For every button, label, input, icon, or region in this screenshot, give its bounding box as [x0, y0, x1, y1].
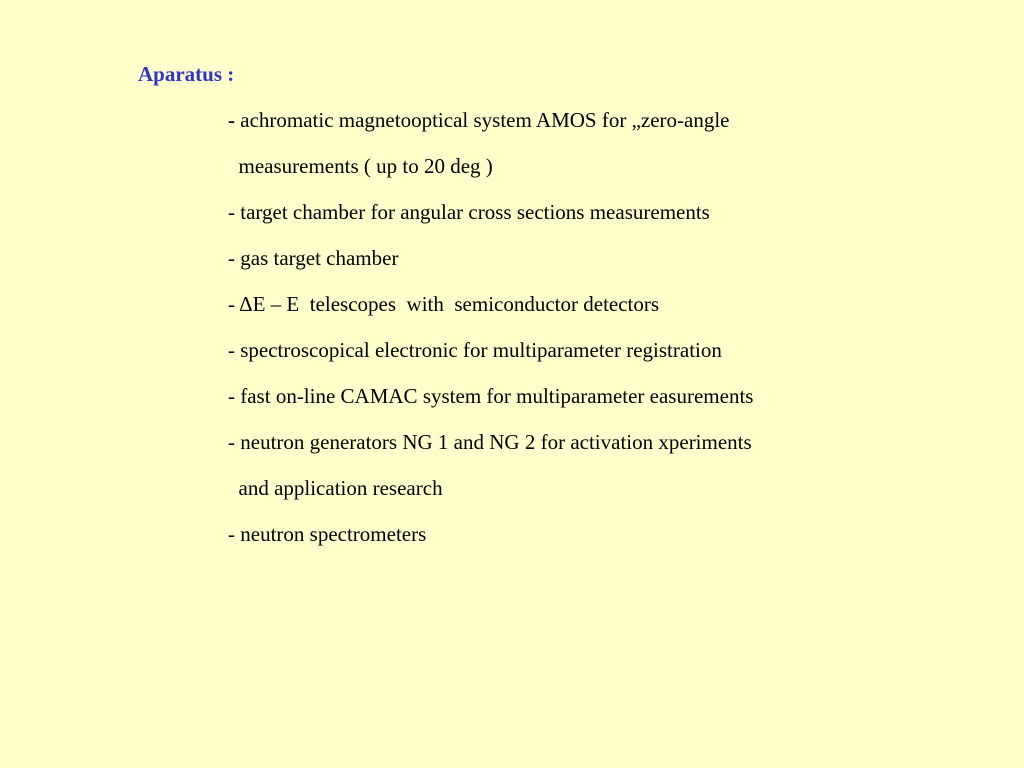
item-text: achromatic magnetooptical system AMOS for „zero-angle [235, 108, 730, 132]
apparatus-item-neutron-generators: - neutron generators NG 1 and NG 2 for activation xperiments [228, 430, 752, 454]
apparatus-item-amos-continued: measurements ( up to 20 deg ) [228, 154, 493, 178]
apparatus-item-camac-system: - fast on-line CAMAC system for multiparameter easurements [228, 384, 754, 408]
apparatus-item-gas-target-chamber: - gas target chamber [228, 246, 399, 270]
apparatus-item-spectroscopical-electronic: - spectroscopical electronic for multiparameter registration [228, 338, 722, 362]
apparatus-item-telescopes: - ΔE – E telescopes with semiconductor detectors [228, 292, 660, 316]
apparatus-item-amos [228, 106, 730, 134]
apparatus-item-target-chamber: - target chamber for angular cross sections measurements [228, 200, 710, 224]
item-dash: - [228, 108, 235, 132]
slide-heading: Aparatus : [138, 62, 235, 86]
apparatus-item-neutron-spectrometers: - neutron spectrometers [228, 522, 427, 546]
apparatus-item-neutron-generators-continued: and application research [228, 476, 443, 500]
